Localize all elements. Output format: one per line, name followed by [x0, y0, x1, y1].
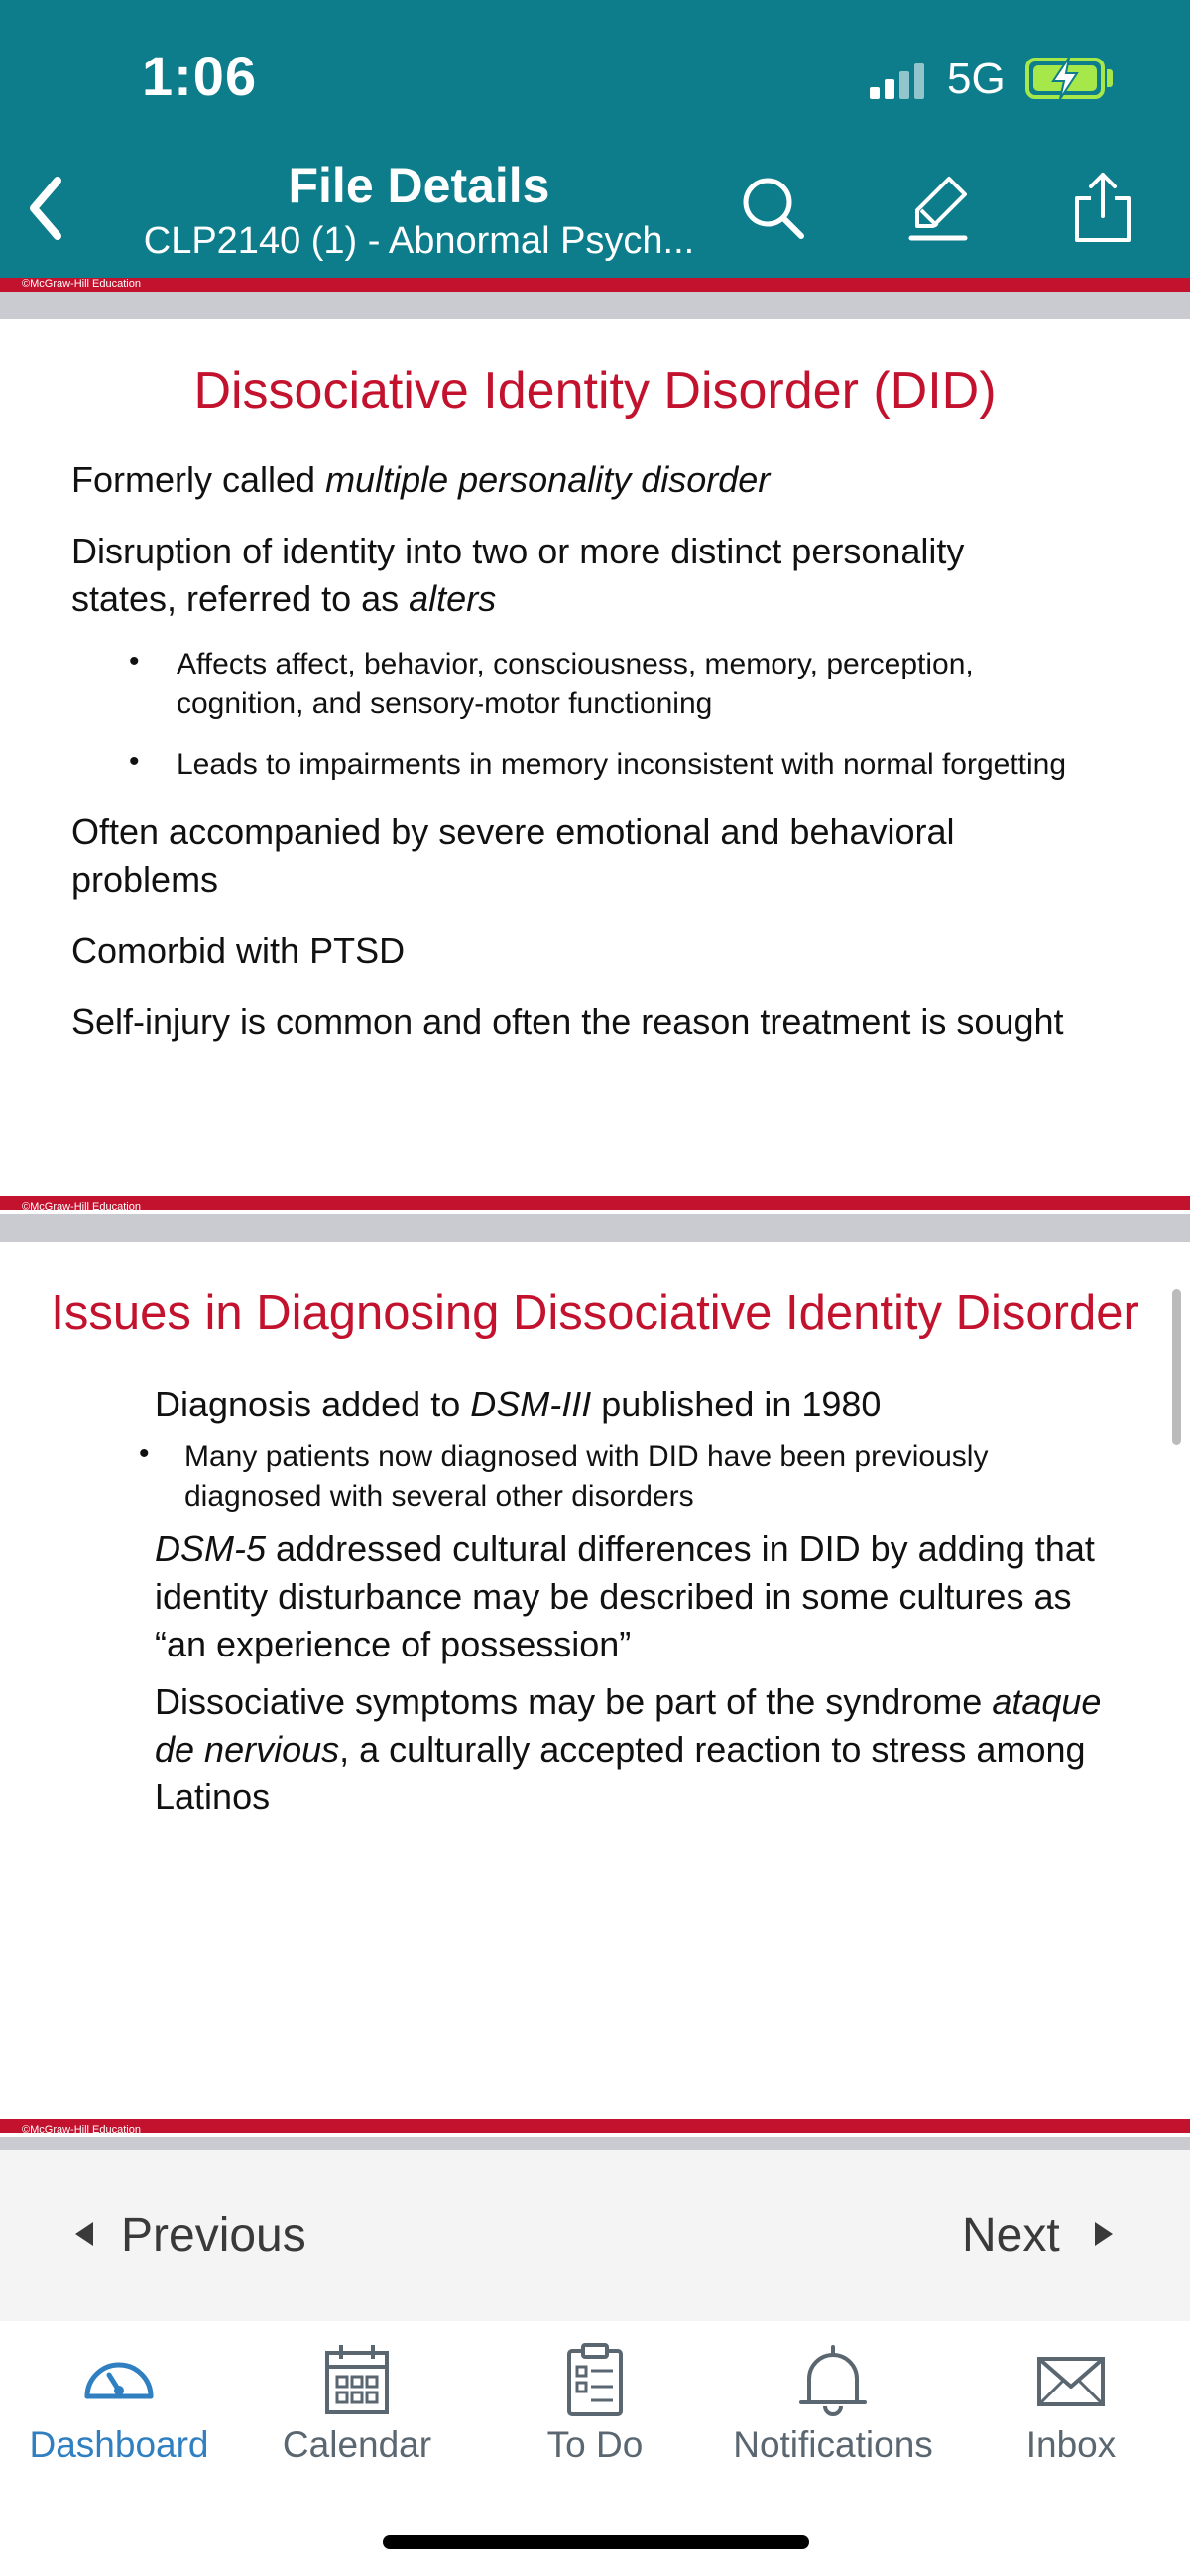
slide-red-band	[0, 278, 1190, 292]
tab-inbox[interactable]	[952, 2321, 1190, 2519]
tab-label: To Do	[546, 2424, 644, 2465]
tab-label: Calendar	[282, 2424, 432, 2465]
tab-notifications[interactable]	[714, 2321, 952, 2519]
copyright-label: ©McGraw-Hill Education	[22, 1201, 141, 1213]
next-label: Next	[962, 2209, 1060, 2262]
app-header	[0, 0, 1190, 278]
slide-1-point-5: Self-injury is common and often the reason treatment is sought	[71, 1001, 1064, 1042]
slide-red-band	[0, 1196, 1190, 1210]
highlighter-icon[interactable]	[897, 169, 977, 248]
slide-1-point-4: Comorbid with PTSD	[71, 930, 406, 971]
slide-gray-band	[0, 2137, 1190, 2150]
bell-icon	[793, 2341, 873, 2420]
tab-label: Dashboard	[29, 2424, 209, 2465]
search-icon[interactable]	[734, 169, 813, 248]
slide-1-point-1: Formerly called multiple personality disorder	[71, 459, 771, 500]
bullet: •	[139, 1437, 150, 1470]
signal-icon	[870, 61, 929, 99]
tab-label: Notifications	[733, 2424, 933, 2465]
copyright-label: ©McGraw-Hill Education	[22, 278, 141, 290]
copyright-label: ©McGraw-Hill Education	[22, 2124, 141, 2136]
slide-red-band	[0, 2119, 1190, 2133]
share-icon[interactable]	[1063, 169, 1142, 248]
home-indicator	[383, 2535, 809, 2549]
slide-2-point-3: Dissociative symptoms may be part of the syndrome ataque de nervious, a culturally accepted reaction to stress among Latinos	[155, 1681, 1102, 1817]
status-time: 1:06	[142, 45, 258, 107]
page-subtitle: CLP2140 (1) - Abnormal Psych...	[143, 220, 695, 262]
battery-tip	[1107, 69, 1113, 87]
slide-2-title: Issues in Diagnosing Dissociative Identity Disorder	[51, 1287, 1139, 1340]
slide-1-point-2: Disruption of identity into two or more distinct personality states, referred to as alters	[71, 531, 965, 619]
next-button[interactable]	[942, 2150, 1140, 2321]
triangle-left-icon	[75, 2222, 93, 2246]
slide-1-point-3: Often accompanied by severe emotional and behavioral problems	[71, 811, 955, 900]
slide-1-subpoint-1: Affects affect, behavior, consciousness, memory, perception, cognition, and sensory-motor functioning	[177, 648, 974, 720]
bullet: •	[129, 645, 140, 677]
tab-todo[interactable]	[476, 2321, 714, 2519]
tab-dashboard[interactable]	[0, 2321, 238, 2519]
page-title: File Details	[288, 158, 550, 213]
slide-gray-band	[0, 292, 1190, 319]
tab-calendar[interactable]	[238, 2321, 476, 2519]
tab-label: Inbox	[1025, 2424, 1117, 2465]
calendar-icon	[317, 2341, 397, 2420]
previous-label: Previous	[121, 2209, 306, 2262]
slide-2-subpoint-1: Many patients now diagnosed with DID have been previously diagnosed with several other disorders	[184, 1440, 989, 1513]
network-label: 5G	[947, 55, 1006, 103]
slide-1-title: Dissociative Identity Disorder (DID)	[193, 362, 997, 420]
slide-1-subpoint-2: Leads to impairments in memory inconsistent with normal forgetting	[177, 748, 1067, 781]
todo-icon	[555, 2341, 635, 2420]
triangle-right-icon	[1095, 2222, 1113, 2246]
dashboard-icon	[79, 2341, 159, 2420]
slide-gray-band	[0, 1214, 1190, 1242]
charging-bolt-icon	[1047, 56, 1083, 101]
bullet: •	[129, 745, 140, 778]
scrollbar[interactable]	[1172, 1289, 1181, 1445]
slide-2-point-2: DSM-5 addressed cultural differences in DID by adding that identity disturbance may be described in some cultures as “an experience of possession”	[155, 1529, 1095, 1664]
page-navigation	[0, 2150, 1190, 2321]
slide-2-point-1: Diagnosis added to DSM-III published in 1980	[155, 1384, 882, 1424]
envelope-icon	[1031, 2341, 1111, 2420]
previous-button[interactable]	[60, 2150, 357, 2321]
